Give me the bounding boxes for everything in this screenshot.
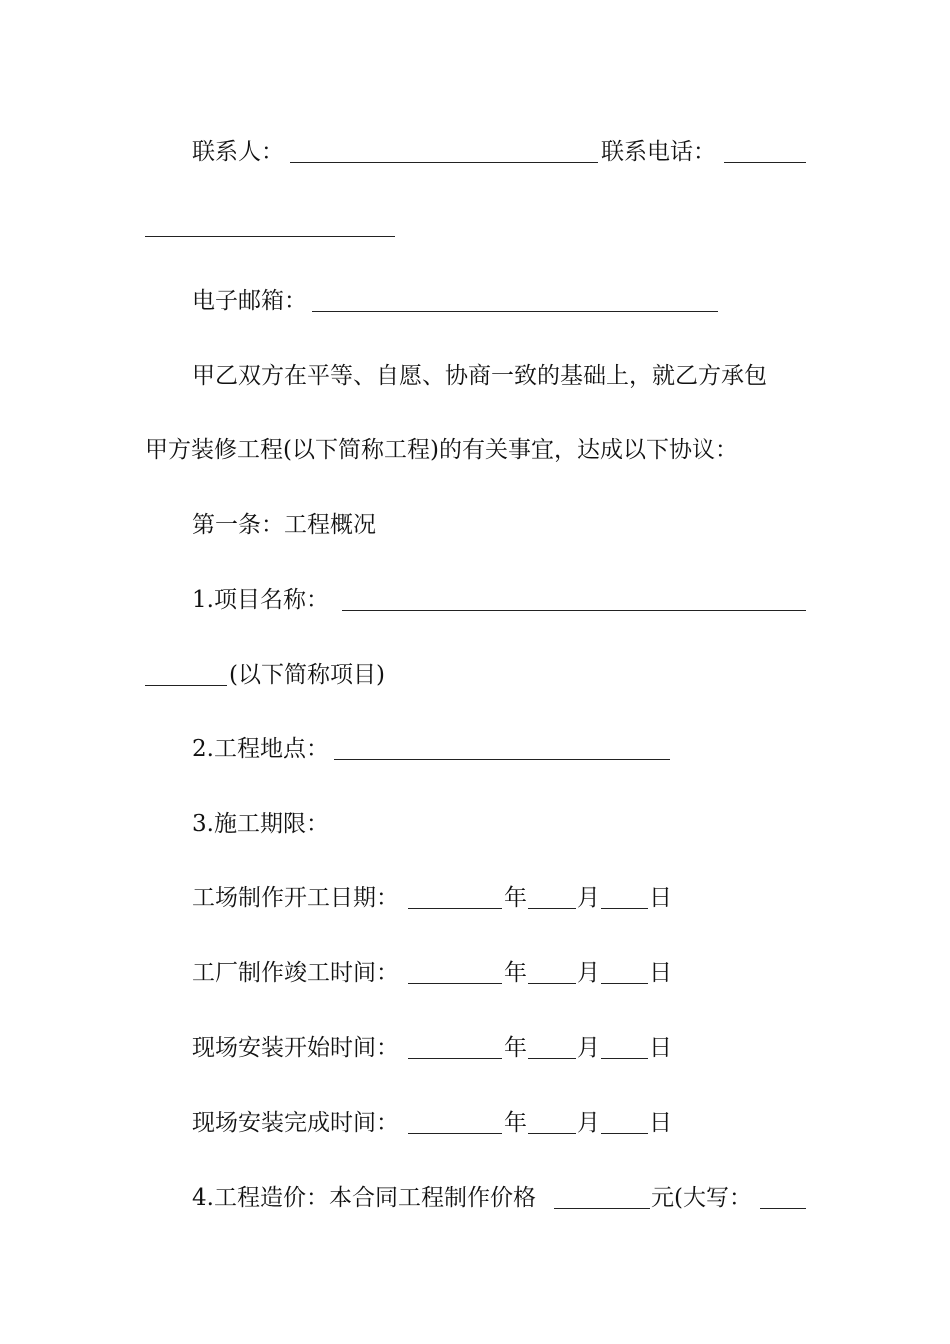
factory-finish-month-blank[interactable] <box>528 983 576 984</box>
factory-finish-line <box>0 955 950 991</box>
factory-finish-month-unit: 月 <box>577 960 600 986</box>
site-finish-day-blank[interactable] <box>601 1133 648 1134</box>
project-price-unit: 元(大写： <box>651 1185 752 1211</box>
contact-line <box>0 134 950 170</box>
project-name-continuation <box>0 657 950 693</box>
contact-phone-blank[interactable] <box>724 162 806 163</box>
site-start-month-blank[interactable] <box>528 1058 576 1059</box>
contact-phone-label: 联系电话： <box>601 139 716 165</box>
site-finish-year-blank[interactable] <box>408 1133 502 1134</box>
project-location-label: 2.工程地点： <box>192 736 329 762</box>
site-start-year-blank[interactable] <box>408 1058 502 1059</box>
site-finish-line <box>0 1105 950 1141</box>
project-name-blank[interactable] <box>342 610 806 611</box>
project-name-label: 1.项目名称： <box>192 587 329 613</box>
factory-start-month-unit: 月 <box>577 885 600 911</box>
site-finish-month-unit: 月 <box>577 1110 600 1136</box>
project-name-blank-continued[interactable] <box>145 685 227 686</box>
project-price-line <box>0 1180 950 1216</box>
factory-start-year-unit: 年 <box>504 885 527 911</box>
site-start-month-unit: 月 <box>577 1035 600 1061</box>
site-start-line <box>0 1030 950 1066</box>
factory-start-line <box>0 880 950 916</box>
email-label: 电子邮箱： <box>192 288 307 314</box>
site-finish-month-blank[interactable] <box>528 1133 576 1134</box>
project-price-label: 4.工程造价：本合同工程制作价格 <box>192 1185 536 1211</box>
project-name-suffix: (以下简称项目) <box>229 662 385 688</box>
project-price-amount-blank[interactable] <box>554 1208 650 1209</box>
preamble-line-1 <box>0 358 950 394</box>
preamble-text-2: 甲方装修工程(以下简称工程)的有关事宜，达成以下协议： <box>145 437 738 463</box>
factory-start-month-blank[interactable] <box>528 908 576 909</box>
site-finish-year-unit: 年 <box>504 1110 527 1136</box>
article-1-heading: 第一条：工程概况 <box>192 512 376 538</box>
site-start-label: 现场安装开始时间： <box>192 1035 399 1061</box>
factory-finish-day-blank[interactable] <box>601 983 648 984</box>
factory-start-label: 工场制作开工日期： <box>192 885 399 911</box>
project-location-line <box>0 731 950 767</box>
factory-start-day-blank[interactable] <box>601 908 648 909</box>
contact-phone-blank-continued[interactable] <box>145 236 395 237</box>
factory-finish-day-unit: 日 <box>649 960 672 986</box>
project-name-line <box>0 582 950 618</box>
construction-period-label: 3.施工期限： <box>192 811 329 837</box>
factory-start-day-unit: 日 <box>649 885 672 911</box>
factory-finish-year-unit: 年 <box>504 960 527 986</box>
preamble-text-1: 甲乙双方在平等、自愿、协商一致的基础上，就乙方承包 <box>192 363 767 389</box>
article-1-heading-line <box>0 507 950 543</box>
preamble-line-2 <box>0 432 950 468</box>
site-start-day-unit: 日 <box>649 1035 672 1061</box>
project-location-blank[interactable] <box>334 759 670 760</box>
email-line <box>0 283 950 319</box>
contact-person-blank[interactable] <box>290 162 598 163</box>
site-finish-label: 现场安装完成时间： <box>192 1110 399 1136</box>
site-finish-day-unit: 日 <box>649 1110 672 1136</box>
project-price-uppercase-blank[interactable] <box>760 1208 806 1209</box>
contact-person-label: 联系人： <box>192 139 284 165</box>
contact-phone-continuation <box>0 208 950 244</box>
email-blank[interactable] <box>312 311 718 312</box>
factory-finish-year-blank[interactable] <box>408 983 502 984</box>
construction-period-line <box>0 806 950 842</box>
factory-start-year-blank[interactable] <box>408 908 502 909</box>
site-start-year-unit: 年 <box>504 1035 527 1061</box>
site-start-day-blank[interactable] <box>601 1058 648 1059</box>
factory-finish-label: 工厂制作竣工时间： <box>192 960 399 986</box>
